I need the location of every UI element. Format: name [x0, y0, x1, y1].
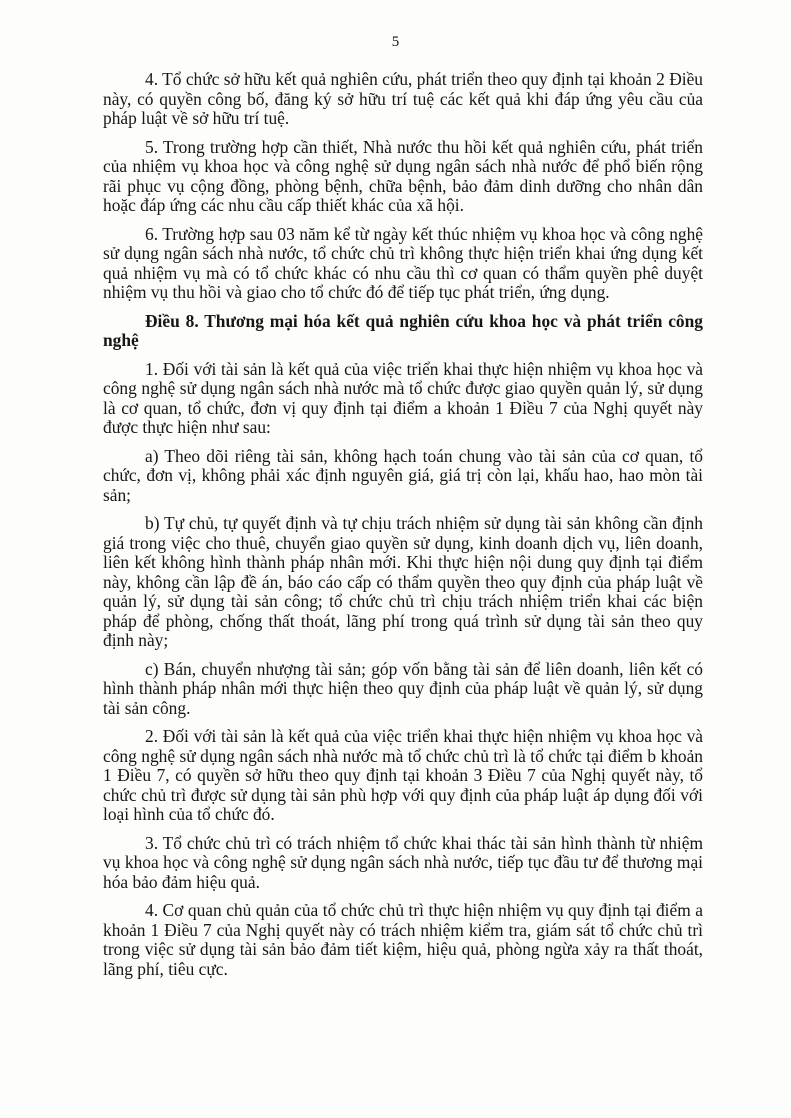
article-8-point-a-paragraph: a) Theo dõi riêng tài sản, không hạch toán chung vào tài sản của cơ quan, tổ chức, đơn vị, không phải xác định nguyên giá, giá trị còn lại, khấu hao, hao mòn tài sản; [103, 445, 703, 505]
article-8-clause-4-paragraph: 4. Cơ quan chủ quản của tổ chức chủ trì thực hiện nhiệm vụ quy định tại điểm a khoản 1 Điều 7 của Nghị quyết này có trách nhiệm kiểm tra, giám sát tổ chức chủ trì trong việc sử dụng tài sản bảo đảm tiết kiệm, hiệu quả, phòng ngừa xảy ra thất thoát, lãng phí, tiêu cực. [103, 900, 703, 979]
article-8-heading: Điều 8. Thương mại hóa kết quả nghiên cứu khoa học và phát triển công nghệ [103, 310, 703, 350]
article-8-point-c-paragraph: c) Bán, chuyển nhượng tài sản; góp vốn bằng tài sản để liên doanh, liên kết có hình thành pháp nhân mới thực hiện theo quy định của pháp luật về quản lý, sử dụng tài sản công. [103, 658, 703, 718]
page-number: 5 [391, 34, 400, 50]
article-8-point-b-paragraph: b) Tự chủ, tự quyết định và tự chịu trách nhiệm sử dụng tài sản không cần định giá trong việc cho thuê, chuyển giao quyền sử dụng, kinh doanh dịch vụ, liên doanh, liên kết không hình thành pháp nhân mới. Khi thực hiện nội dung quy định tại điểm này, không cần lập đề án, báo cáo cấp có thẩm quyền theo quy định của pháp luật về quản lý, sử dụng tài sản công; tổ chức chủ trì chịu trách nhiệm triển khai các biện pháp để phòng, chống thất thoát, lãng phí trong quá trình sử dụng tài sản theo quy định này; [103, 513, 703, 650]
article-8-clause-3-paragraph: 3. Tổ chức chủ trì có trách nhiệm tổ chức khai thác tài sản hình thành từ nhiệm vụ khoa học và công nghệ sử dụng ngân sách nhà nước, tiếp tục đầu tư để thương mại hóa bảo đảm hiệu quả. [103, 832, 703, 892]
clause-6-paragraph: 6. Trường hợp sau 03 năm kể từ ngày kết thúc nhiệm vụ khoa học và công nghệ sử dụng ngân sách nhà nước, tổ chức chủ trì không thực hiện triển khai ứng dụng kết quả nhiệm vụ mà có tổ chức khác có nhu cầu thì cơ quan có thẩm quyền phê duyệt nhiệm vụ thu hồi và giao cho tổ chức đó để tiếp tục phát triển, ứng dụng. [103, 223, 703, 302]
document-body [103, 70, 703, 988]
clause-5-paragraph: 5. Trong trường hợp cần thiết, Nhà nước thu hồi kết quả nghiên cứu, phát triển của nhiệm vụ khoa học và công nghệ sử dụng ngân sách nhà nước để phổ biến rộng rãi phục vụ cộng đồng, phòng bệnh, chữa bệnh, bảo đảm dinh dưỡng cho nhân dân hoặc đáp ứng các nhu cầu cấp thiết khác của xã hội. [103, 136, 703, 215]
article-8-clause-2-paragraph: 2. Đối với tài sản là kết quả của việc triển khai thực hiện nhiệm vụ khoa học và công nghệ sử dụng ngân sách nhà nước mà tổ chức chủ trì là tổ chức tại điểm b khoản 1 Điều 7, có quyền sở hữu theo quy định tại khoản 3 Điều 7 của Nghị quyết này, tổ chức chủ trì được sử dụng tài sản phù hợp với quy định của pháp luật áp dụng đối với loại hình của tổ chức đó. [103, 726, 703, 824]
clause-4-paragraph: 4. Tổ chức sở hữu kết quả nghiên cứu, phát triển theo quy định tại khoản 2 Điều này, có quyền công bố, đăng ký sở hữu trí tuệ các kết quả khi đáp ứng yêu cầu của pháp luật về sở hữu trí tuệ. [103, 69, 703, 128]
article-8-clause-1-paragraph: 1. Đối với tài sản là kết quả của việc triển khai thực hiện nhiệm vụ khoa học và công nghệ sử dụng ngân sách nhà nước mà tổ chức được giao quyền quản lý, sử dụng là cơ quan, tổ chức, đơn vị quy định tại điểm a khoản 1 Điều 7 của Nghị quyết này được thực hiện như sau: [103, 358, 703, 437]
